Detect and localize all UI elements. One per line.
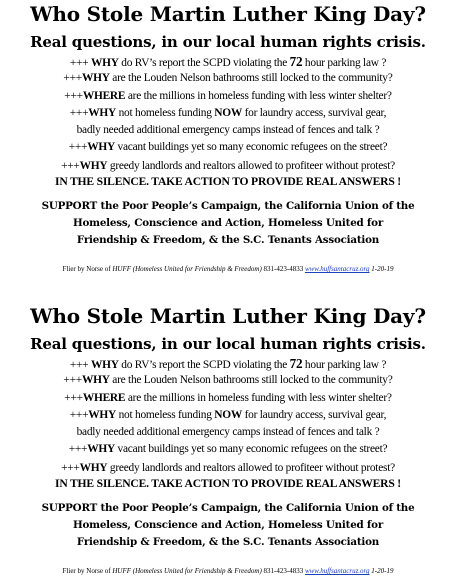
- question-keyword: WHY: [88, 408, 117, 421]
- question-prefix: +++: [63, 374, 82, 387]
- question-prefix: +++: [69, 57, 91, 69]
- flyer-callout: IN THE SILENCE. TAKE ACTION TO PROVIDE REAL ANSWERS !: [55, 477, 401, 490]
- flyer-credit: [0, 264, 456, 274]
- question-keyword: WHERE: [82, 89, 126, 102]
- credit-phone: 831-423-4833: [263, 265, 305, 273]
- support-line: Homeless, Conscience and Action, Homeless United for: [72, 217, 384, 229]
- question-prefix: +++: [64, 391, 83, 404]
- support-line: SUPPORT the Poor People’s Campaign, the California Union of the: [41, 200, 415, 212]
- credit-lead: Flier by Norse of: [62, 567, 113, 575]
- support-block: [0, 198, 456, 249]
- flyer-subhead: Real questions, in our local human rights crisis.: [30, 33, 426, 51]
- flyer-headline: Who Stole Martin Luther King Day?: [30, 304, 426, 328]
- credit-website-link[interactable]: www.huffsantacruz.org: [304, 265, 370, 273]
- support-line: SUPPORT the Poor People’s Campaign, the California Union of the: [41, 502, 415, 514]
- flyer-bottom: [0, 302, 456, 588]
- flyer-last-question-and-callout: [0, 460, 456, 492]
- question-line-2: [0, 70, 456, 87]
- question-list: [0, 355, 456, 459]
- question-text: are the Louden Nelson bathrooms still locked to the community?: [109, 72, 393, 85]
- question-keyword: WHY: [88, 106, 117, 119]
- support-line: Friendship & Freedom, & the S.C. Tenants Association: [76, 536, 380, 548]
- support-block: [0, 500, 456, 551]
- credit-phone: 831-423-4833: [263, 567, 305, 575]
- question-text: do RV’s report the SCPD violating the: [118, 57, 290, 69]
- question-line-2: [0, 372, 456, 389]
- question-prefix: +++: [63, 72, 82, 85]
- question-text: not homeless funding: [116, 106, 215, 119]
- question-text: are the millions in homeless funding with less winter shelter?: [125, 89, 392, 102]
- question-prefix: +++: [69, 408, 89, 421]
- question-line-4-continued: badly needed additional emergency camps instead of fences and talk ?: [76, 426, 380, 439]
- flyer-last-question-and-callout: [0, 158, 456, 190]
- question-line-6: [0, 460, 456, 476]
- question-line-4: [0, 407, 456, 424]
- credit-org-full: (Homeless United for Friendship & Freedom): [131, 567, 264, 575]
- credit-date: 1-20-19: [369, 265, 394, 273]
- credit-website-link[interactable]: www.huffsantacruz.org: [304, 567, 370, 575]
- credit-org-short: HUFF: [112, 567, 131, 575]
- question-text: vacant buildings yet so many economic refugees on the street?: [114, 443, 388, 456]
- question-text: for laundry access, survival gear,: [242, 106, 387, 119]
- credit-date: 1-20-19: [369, 567, 394, 575]
- credit-org-short: HUFF: [112, 265, 131, 273]
- question-text: not homeless funding: [116, 408, 215, 421]
- question-prefix: +++: [69, 106, 89, 119]
- question-line-1: [0, 53, 456, 70]
- question-list: [0, 53, 456, 157]
- question-line-3: [0, 390, 456, 407]
- support-line: Friendship & Freedom, & the S.C. Tenants Association: [76, 234, 380, 246]
- question-keyword: WHY: [90, 359, 119, 371]
- question-line-5: [0, 441, 456, 458]
- question-text: vacant buildings yet so many economic refugees on the street?: [114, 141, 388, 154]
- question-keyword: NOW: [214, 408, 243, 421]
- question-prefix: +++: [68, 443, 88, 456]
- question-text: are the Louden Nelson bathrooms still locked to the community?: [109, 374, 393, 387]
- question-number: 72: [289, 54, 303, 69]
- question-text: are the millions in homeless funding with less winter shelter?: [125, 391, 392, 404]
- question-prefix: +++: [61, 462, 80, 474]
- question-prefix: +++: [69, 359, 91, 371]
- question-line-5: [0, 139, 456, 156]
- question-keyword: WHY: [81, 374, 110, 387]
- question-keyword: NOW: [214, 106, 243, 119]
- credit-org-full: (Homeless United for Friendship & Freedom): [131, 265, 264, 273]
- question-keyword: WHY: [87, 443, 115, 456]
- question-text: greedy landlords and realtors allowed to profiteer without protest?: [107, 160, 395, 172]
- question-prefix: +++: [61, 160, 80, 172]
- question-text: for laundry access, survival gear,: [242, 408, 387, 421]
- question-keyword: WHY: [90, 57, 119, 69]
- question-keyword: WHY: [81, 72, 110, 85]
- question-line-4-continued: badly needed additional emergency camps instead of fences and talk ?: [76, 124, 380, 137]
- flyer-headline: Who Stole Martin Luther King Day?: [30, 2, 426, 26]
- question-keyword: WHY: [79, 160, 108, 172]
- credit-lead: Flier by Norse of: [62, 265, 113, 273]
- question-prefix: +++: [68, 141, 88, 154]
- flyer-subhead: Real questions, in our local human rights crisis.: [30, 335, 426, 353]
- question-line-4: [0, 105, 456, 122]
- flyer-top: [0, 0, 456, 286]
- flyer-credit: [0, 566, 456, 576]
- question-line-3: [0, 88, 456, 105]
- question-keyword: WHY: [79, 462, 108, 474]
- question-text: do RV’s report the SCPD violating the: [118, 359, 290, 371]
- question-line-1: [0, 355, 456, 372]
- question-prefix: +++: [64, 89, 83, 102]
- question-number: 72: [289, 356, 303, 371]
- question-text: greedy landlords and realtors allowed to profiteer without protest?: [107, 462, 395, 474]
- question-keyword: WHY: [87, 141, 115, 154]
- question-text: hour parking law ?: [302, 359, 387, 371]
- question-line-6: [0, 158, 456, 174]
- question-text: hour parking law ?: [302, 57, 387, 69]
- flyer-callout: IN THE SILENCE. TAKE ACTION TO PROVIDE REAL ANSWERS !: [55, 175, 401, 188]
- support-line: Homeless, Conscience and Action, Homeless United for: [72, 519, 384, 531]
- question-keyword: WHERE: [82, 391, 126, 404]
